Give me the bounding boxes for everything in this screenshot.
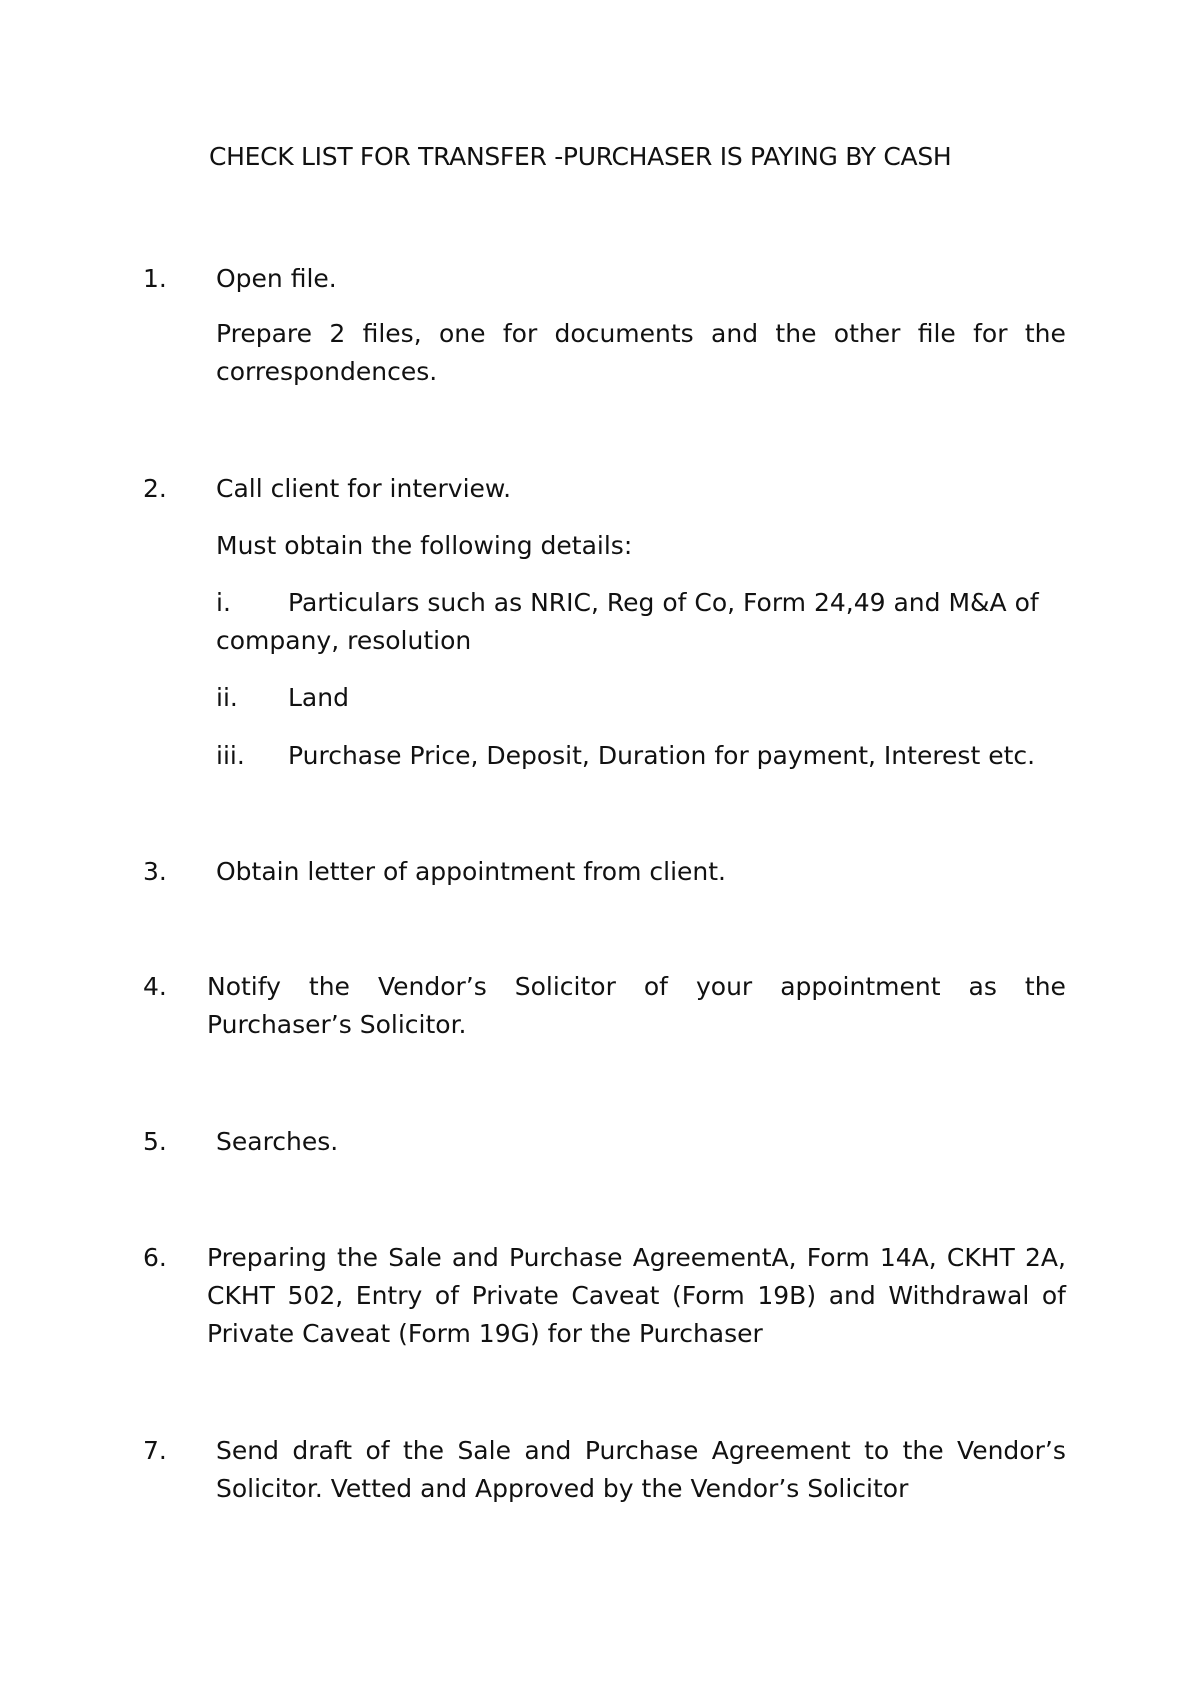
item-6-line-3: Private Caveat (Form 19G) for the Purchaser xyxy=(207,1319,763,1348)
word: Form xyxy=(806,1243,870,1272)
word: 2 xyxy=(329,319,346,348)
word: to xyxy=(864,1436,890,1465)
item-6-text xyxy=(207,1239,1066,1353)
item-3-text: Obtain letter of appointment from client. xyxy=(216,857,726,886)
word: of xyxy=(643,972,668,1001)
word: 2A, xyxy=(1024,1243,1066,1272)
word: for xyxy=(502,319,538,348)
word: other xyxy=(833,319,901,348)
word: and xyxy=(711,319,759,348)
word: the xyxy=(402,1436,445,1465)
word: Notify xyxy=(207,972,281,1001)
item-4-line-1 xyxy=(207,968,1066,1006)
item-2-number: 2. xyxy=(143,474,167,503)
word: 14A, xyxy=(879,1243,937,1272)
word: draft xyxy=(292,1436,353,1465)
subitem-i-line-1: Particulars such as NRIC, Reg of Co, Form 24,49 and M&A of xyxy=(288,588,1039,617)
word: the xyxy=(775,319,817,348)
item-7-number: 7. xyxy=(143,1436,167,1465)
word: the xyxy=(902,1436,944,1465)
item-6-line-2 xyxy=(207,1277,1066,1315)
word: for xyxy=(973,319,1008,348)
item-1-number: 1. xyxy=(143,264,167,293)
word: Withdrawal xyxy=(888,1281,1030,1310)
item-6-line-1 xyxy=(207,1239,1066,1277)
word: Purchase xyxy=(584,1436,699,1465)
word: AgreementA, xyxy=(632,1243,797,1272)
word: as xyxy=(968,972,997,1001)
document-title: CHECK LIST FOR TRANSFER -PURCHASER IS PAYING BY CASH xyxy=(209,142,952,171)
word: Prepare xyxy=(216,319,313,348)
subitem-iii-text: Purchase Price, Deposit, Duration for payment, Interest etc. xyxy=(288,741,1036,770)
word: CKHT xyxy=(207,1281,275,1310)
word: Caveat xyxy=(571,1281,660,1310)
word: Solicitor xyxy=(514,972,616,1001)
word: documents xyxy=(554,319,694,348)
item-7-text xyxy=(216,1432,1066,1508)
item-4-text xyxy=(207,968,1066,1044)
word: Agreement xyxy=(711,1436,851,1465)
item-3-number: 3. xyxy=(143,857,167,886)
word: (Form xyxy=(672,1281,745,1310)
word: Preparing xyxy=(207,1243,327,1272)
item-1-text: Open file. xyxy=(216,264,337,293)
word: Vendor’s xyxy=(957,1436,1066,1465)
word: Entry xyxy=(355,1281,423,1310)
item-5-number: 5. xyxy=(143,1127,167,1156)
word: Vendor’s xyxy=(377,972,487,1001)
word: files, xyxy=(362,319,422,348)
word: the xyxy=(308,972,350,1001)
word: 502, xyxy=(287,1281,344,1310)
subitem-iii-number: iii. xyxy=(216,741,245,770)
subitem-ii-text: Land xyxy=(288,683,349,712)
word: 19B) xyxy=(757,1281,817,1310)
item-1-detail xyxy=(216,315,1066,391)
item-6-number: 6. xyxy=(143,1243,167,1272)
word: appointment xyxy=(780,972,941,1001)
word: Private xyxy=(471,1281,559,1310)
item-1-detail-line-1 xyxy=(216,315,1066,353)
word: Purchase xyxy=(509,1243,623,1272)
word: Sale xyxy=(388,1243,442,1272)
item-4-number: 4. xyxy=(143,972,167,1001)
word: CKHT xyxy=(946,1243,1015,1272)
word: Send xyxy=(216,1436,279,1465)
word: and xyxy=(451,1243,499,1272)
word: the xyxy=(1024,319,1066,348)
subitem-i-line-2: company, resolution xyxy=(216,626,472,655)
word: and xyxy=(828,1281,876,1310)
word: of xyxy=(1041,1281,1066,1310)
item-2-text: Call client for interview. xyxy=(216,474,512,503)
subitem-ii-number: ii. xyxy=(216,683,238,712)
word: the xyxy=(337,1243,379,1272)
word: one xyxy=(438,319,486,348)
word: and xyxy=(524,1436,572,1465)
item-4-line-2: Purchaser’s Solicitor. xyxy=(207,1010,467,1039)
subitem-i-number: i. xyxy=(216,588,231,617)
item-1-detail-line-2: correspondences. xyxy=(216,357,438,386)
word: Sale xyxy=(457,1436,511,1465)
word: file xyxy=(917,319,956,348)
item-2-detail: Must obtain the following details: xyxy=(216,531,633,560)
word: the xyxy=(1024,972,1066,1001)
word: your xyxy=(695,972,753,1001)
word: of xyxy=(365,1436,390,1465)
item-7-line-2: Solicitor. Vetted and Approved by the Vendor’s Solicitor xyxy=(216,1474,909,1503)
item-5-text: Searches. xyxy=(216,1127,339,1156)
item-7-line-1 xyxy=(216,1432,1066,1470)
word: of xyxy=(434,1281,460,1310)
